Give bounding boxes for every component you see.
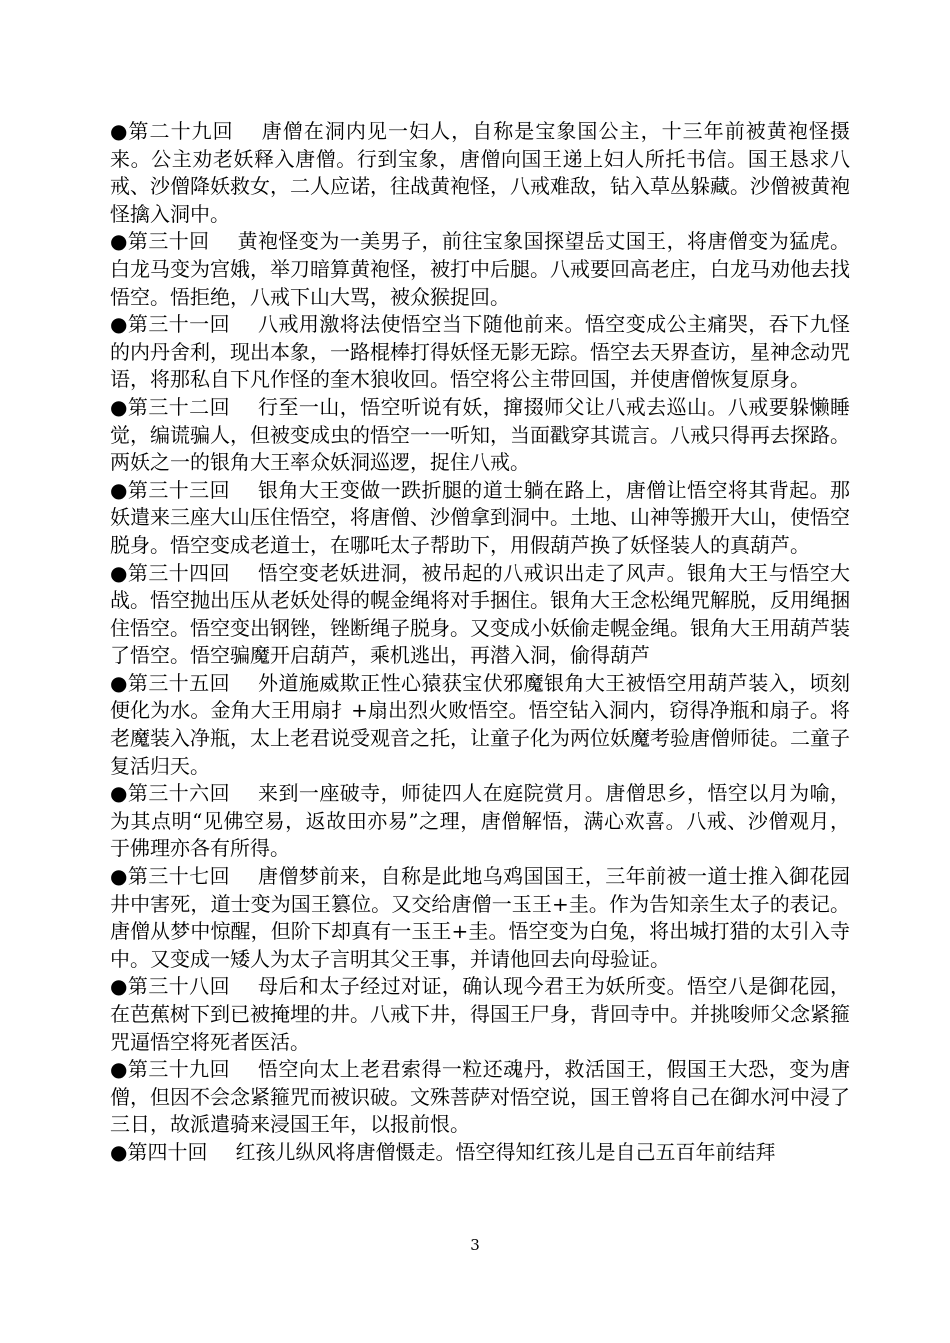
- chapter-heading: 第三十五回: [127, 670, 231, 695]
- chapter-summary-text: 八戒用激将法使悟空当下随他前来。悟空变成公主痛哭，吞下九怪的内丹舍利，现出本象，一路棍棒打得妖怪无影无踪。悟空去天界查访，星神念动咒语，将那私自下凡作怪的奎木狼收回。悟空将公主带回国，并使唐僧恢复原身。: [110, 312, 851, 392]
- bullet-icon: ●: [110, 477, 128, 502]
- chapter-summary-entry: [110, 1139, 850, 1167]
- chapter-summary-text: 来到一座破寺，师徒四人在庭院赏月。唐僧思乡，悟空以月为喻，为其点明“见佛空易，返故田亦易”之理，唐僧解悟，满心欢喜。八戒、沙僧观月，于佛理亦各有所得。: [110, 781, 851, 861]
- chapter-summary-text: 唐僧在洞内见一妇人，自称是宝象国公主，十三年前被黄袍怪摄来。公主劝老妖释入唐僧。行到宝象，唐僧向国王递上妇人所托书信。国王恳求八戒、沙僧降妖救女，二人应诺，往战黄袍怪，八戒难敌，钻入草丛躲藏。沙僧被黄袍怪擒入洞中。: [110, 119, 850, 226]
- chapter-heading: 第三十三回: [127, 477, 231, 502]
- chapter-summary-entry: [110, 477, 850, 560]
- chapter-summary-text: 黄袍怪变为一美男子，前往宝象国探望岳丈国王，将唐僧变为猛虎。白龙马变为宫娥，举刀暗算黄袍怪，被打中后腿。八戒要回高老庄，白龙马劝他去找悟空。悟拒绝，八戒下山大骂，被众猴捉回。: [110, 229, 851, 309]
- chapter-summary-text: 外道施威欺正性心猿获宝伏邪魔银角大王被悟空用葫芦装入，顷刻便化为水。金角大王用扇扌+扇出烈火败悟空。悟空钻入洞内，窃得净瓶和扇子。将老魔装入净瓶，太上老君说受观音之托，让童子化为两位妖魔考验唐僧师徒。二童子复活归天。: [110, 670, 851, 778]
- chapter-summary-entry: [110, 560, 850, 670]
- bullet-icon: ●: [110, 119, 129, 143]
- page-number: 3: [470, 1236, 480, 1254]
- chapter-summary-entry: [110, 228, 850, 311]
- chapter-summary-entry: [110, 973, 850, 1056]
- chapter-summary-entry: [110, 780, 850, 863]
- bullet-icon: ●: [110, 974, 128, 999]
- bullet-icon: ●: [110, 394, 128, 419]
- chapter-heading: 第三十七回: [127, 864, 231, 889]
- bullet-icon: ●: [110, 1057, 128, 1082]
- chapter-heading: 第三十四回: [127, 560, 231, 585]
- chapter-summary-list: [110, 118, 850, 1167]
- chapter-summary-entry: [110, 118, 850, 228]
- bullet-icon: ●: [110, 781, 128, 806]
- chapter-summary-text: 悟空变老妖进洞，被吊起的八戒识出走了风声。银角大王与悟空大战。悟空抛出压从老妖处得的幌金绳将对手捆住。银角大王念松绳咒解脱，反用绳捆住悟空。悟空变出钢锉，锉断绳子脱身。又变成小妖偷走幌金绳。银角大王用葫芦装了悟空。悟空骗魔开启葫芦，乘机逃出，再潜入洞，偷得葫芦: [110, 560, 851, 668]
- bullet-icon: ●: [110, 312, 128, 337]
- bullet-icon: ●: [110, 1139, 128, 1164]
- chapter-summary-entry: [110, 394, 850, 477]
- chapter-heading: 第三十回: [127, 229, 210, 254]
- bullet-icon: ●: [110, 670, 128, 695]
- chapter-summary-entry: [110, 670, 850, 780]
- chapter-summary-text: 银角大王变做一跌折腿的道士躺在路上，唐僧让悟空将其背起。那妖遣来三座大山压住悟空，将唐僧、沙僧拿到洞中。土地、山神等搬开大山，使悟空脱身。悟空变成老道士，在哪吒太子帮助下，用假葫芦换了妖怪装人的真葫芦。: [110, 477, 851, 557]
- chapter-heading: 第三十二回: [127, 394, 231, 419]
- chapter-heading: 第三十一回: [127, 312, 231, 337]
- bullet-icon: ●: [110, 560, 128, 585]
- bullet-icon: ●: [110, 864, 128, 889]
- bullet-icon: ●: [110, 229, 128, 254]
- chapter-heading: 第三十六回: [127, 781, 231, 806]
- chapter-summary-entry: [110, 311, 850, 394]
- chapter-heading: 第三十八回: [127, 974, 231, 999]
- chapter-summary-entry: [110, 1056, 850, 1139]
- chapter-summary-text: 唐僧梦前来，自称是此地乌鸡国国王，三年前被一道士推入御花园井中害死，道士变为国王篡位。又交给唐僧一玉王+圭。作为告知亲生太子的表记。唐僧从梦中惊醒，但阶下却真有一玉王+圭。悟空变为白兔，将出城打猎的太引入寺中。又变成一矮人为太子言明其父王事，并请他回去向母验证。: [110, 864, 851, 971]
- chapter-heading: 第四十回: [127, 1139, 208, 1164]
- chapter-summary-entry: [110, 863, 850, 973]
- chapter-summary-text: 红孩儿纵风将唐僧慑走。悟空得知红孩儿是自己五百年前结拜: [235, 1139, 776, 1164]
- chapter-summary-text: 悟空向太上老君索得一粒还魂丹，救活国王，假国王大恐，变为唐僧，但因不会念紧箍咒而被识破。文殊菩萨对悟空说，国王曾将自己在御水河中浸了三日，故派遣骑来浸国王年，以报前恨。: [110, 1057, 851, 1137]
- chapter-heading: 第二十九回: [128, 119, 234, 143]
- chapter-summary-text: 母后和太子经过对证，确认现今君王为妖所变。悟空八是御花园，在芭蕉树下到已被掩埋的井。八戒下井，得国王尸身，背回寺中。并挑唆师父念紧箍咒逼悟空将死者医活。: [110, 974, 851, 1054]
- chapter-heading: 第三十九回: [127, 1057, 231, 1082]
- chapter-summary-text: 行至一山，悟空听说有妖，撺掇师父让八戒去巡山。八戒要躲懒睡觉，编谎骗人，但被变成虫的悟空一一听知，当面戳穿其谎言。八戒只得再去探路。两妖之一的银角大王率众妖洞巡逻，捉住八戒。: [110, 394, 851, 475]
